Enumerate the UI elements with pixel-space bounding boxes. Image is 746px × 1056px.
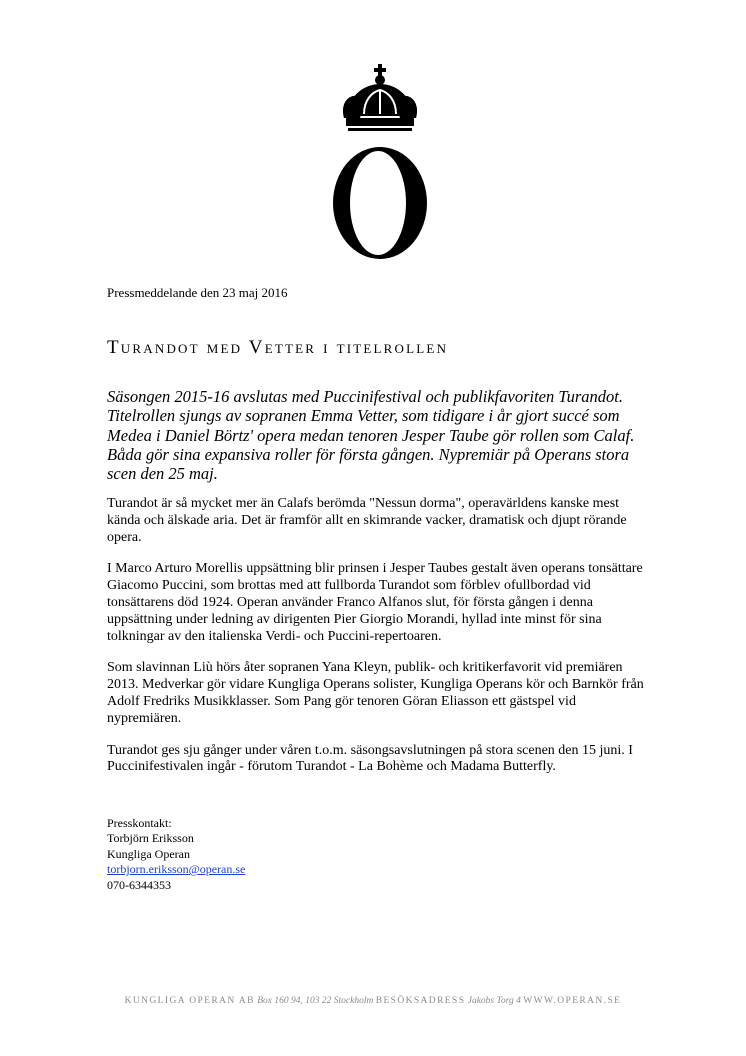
- press-release-date: Pressmeddelande den 23 maj 2016: [107, 285, 288, 300]
- press-contact: [107, 816, 245, 893]
- contact-email-link[interactable]: torbjorn.eriksson@operan.se: [107, 862, 246, 877]
- body-paragraph: Som slavinnan Liù hörs åter sopranen Yana Kleyn, publik- och kritikerfavorit vid premiären 2013. Medverkar gör vidare Kungliga Operans solister, Kungliga Operans kör och Barnkör från Adolf Fredriks Musikklasser. Som Pang gör tenoren Göran Eliasson ett gästspel vid nypremiären.: [107, 660, 644, 726]
- contact-name: Torbjörn Eriksson: [107, 831, 194, 846]
- contact-organization: Kungliga Operan: [107, 846, 190, 861]
- article-body: [107, 496, 647, 791]
- body-paragraph: I Marco Arturo Morellis uppsättning blir prinsen i Jesper Taubes gestalt även operans tonsättare Giacomo Puccini, som brottas med att fullborda Turandot som förblev ofullbordad vid tonsättarens död 1924. Operan använder Franco Alfanos slut, för första gången i denna uppsättning under ledning av dirigenten Pier Giorgio Morandi, hyllad inte minst för sina tolkningar av den italienska Verdi- och Puccini-repertoaren.: [107, 561, 643, 644]
- page-footer: [0, 996, 746, 1006]
- crown-o-logo-icon: [318, 64, 442, 262]
- body-paragraph: Turandot är så mycket mer än Calafs berömda "Nessun dorma", operavärldens kanske mest kända och älskade aria. Det är framför allt en skimrande vacker, dramatisk och djupt rörande opera.: [107, 496, 627, 545]
- article-title: Turandot med Vetter i titelrollen: [107, 337, 449, 358]
- footer-visit-address: Jakobs Torg 4: [467, 996, 521, 1006]
- article-lead: Säsongen 2015-16 avslutas med Puccinifestival och publikfavoriten Turandot. Titelrollen sjungs av sopranen Emma Vetter, som tidigare i år gjort succé som Medea i Daniel Börtz' opera medan tenoren Jesper Taube gör rollen som Calaf. Båda gör sina expansiva roller för första gången. Nypremiär på Operans stora scen den 25 maj.: [107, 387, 635, 484]
- footer-website: WWW.OPERAN.SE: [523, 996, 622, 1006]
- contact-phone: 070-6344353: [107, 877, 171, 892]
- footer-org: KUNGLIGA OPERAN AB: [124, 996, 255, 1006]
- footer-visit-label: BESÖKSADRESS: [375, 996, 466, 1006]
- contact-heading: Presskontakt:: [107, 816, 172, 830]
- footer-postal-address: Box 160 94, 103 22 Stockholm: [257, 996, 374, 1006]
- body-paragraph: Turandot ges sju gånger under våren t.o.m. säsongsavslutningen på stora scenen den 15 juni. I Puccinifestivalen ingår - förutom Turandot - La Bohème och Madama Butterfly.: [107, 742, 633, 775]
